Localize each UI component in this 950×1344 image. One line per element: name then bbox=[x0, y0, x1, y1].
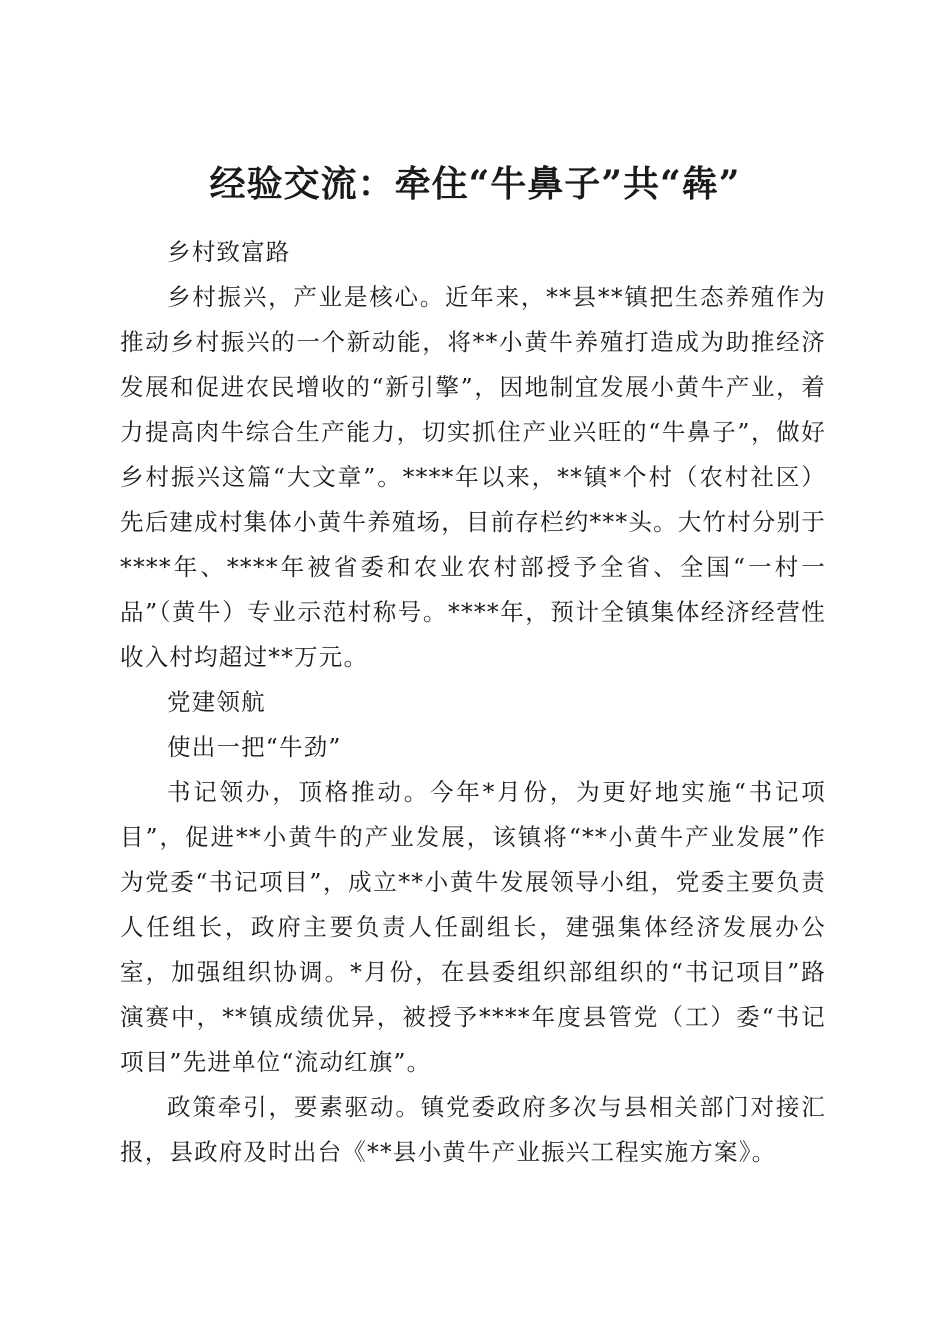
paragraph-policy-guidance: 政策牵引，要素驱动。镇党委政府多次与县相关部门对接汇报，县政府及时出台《**县小黄牛产业振兴工程实施方案》。 bbox=[120, 1093, 826, 1166]
paragraph-secretary-project: 书记领办，顶格推动。今年*月份，为更好地实施“书记项目”，促进**小黄牛的产业发展，该镇将“**小黄牛产业发展”作为党委“书记项目”，成立**小黄牛发展领导小组，党委主要负责人任组长，政府主要负责人任副组长，建强集体经济发展办公室，加强组织协调。*月份，在县委组织部组织的“书记项目”路演赛中，**镇成绩优异，被授予****年度县管党（工）委“书记项目”先进单位“流动红旗”。 bbox=[120, 778, 826, 1076]
section-heading-rural-wealth: 乡村致富路 bbox=[167, 238, 291, 266]
section-heading-party-building: 党建领航 bbox=[167, 688, 266, 716]
section-subheading-effort: 使出一把“牛劲” bbox=[167, 733, 342, 761]
document-body bbox=[120, 230, 826, 1175]
document-title: 经验交流：牵住“牛鼻子”共“犇” bbox=[209, 163, 741, 206]
paragraph-industry-core: 乡村振兴，产业是核心。近年来，**县**镇把生态养殖作为推动乡村振兴的一个新动能，将**小黄牛养殖打造成为助推经济发展和促进农民增收的“新引擎”，因地制宜发展小黄牛产业，着力提高肉牛综合生产能力，切实抓住产业兴旺的“牛鼻子”，做好乡村振兴这篇“大文章”。****年以来，**镇*个村（农村社区）先后建成村集体小黄牛养殖场，目前存栏约***头。大竹村分别于****年、****年被省委和农业农村部授予全省、全国“一村一品”（黄牛）专业示范村称号。****年，预计全镇集体经济经营性收入村均超过**万元。 bbox=[120, 283, 826, 671]
